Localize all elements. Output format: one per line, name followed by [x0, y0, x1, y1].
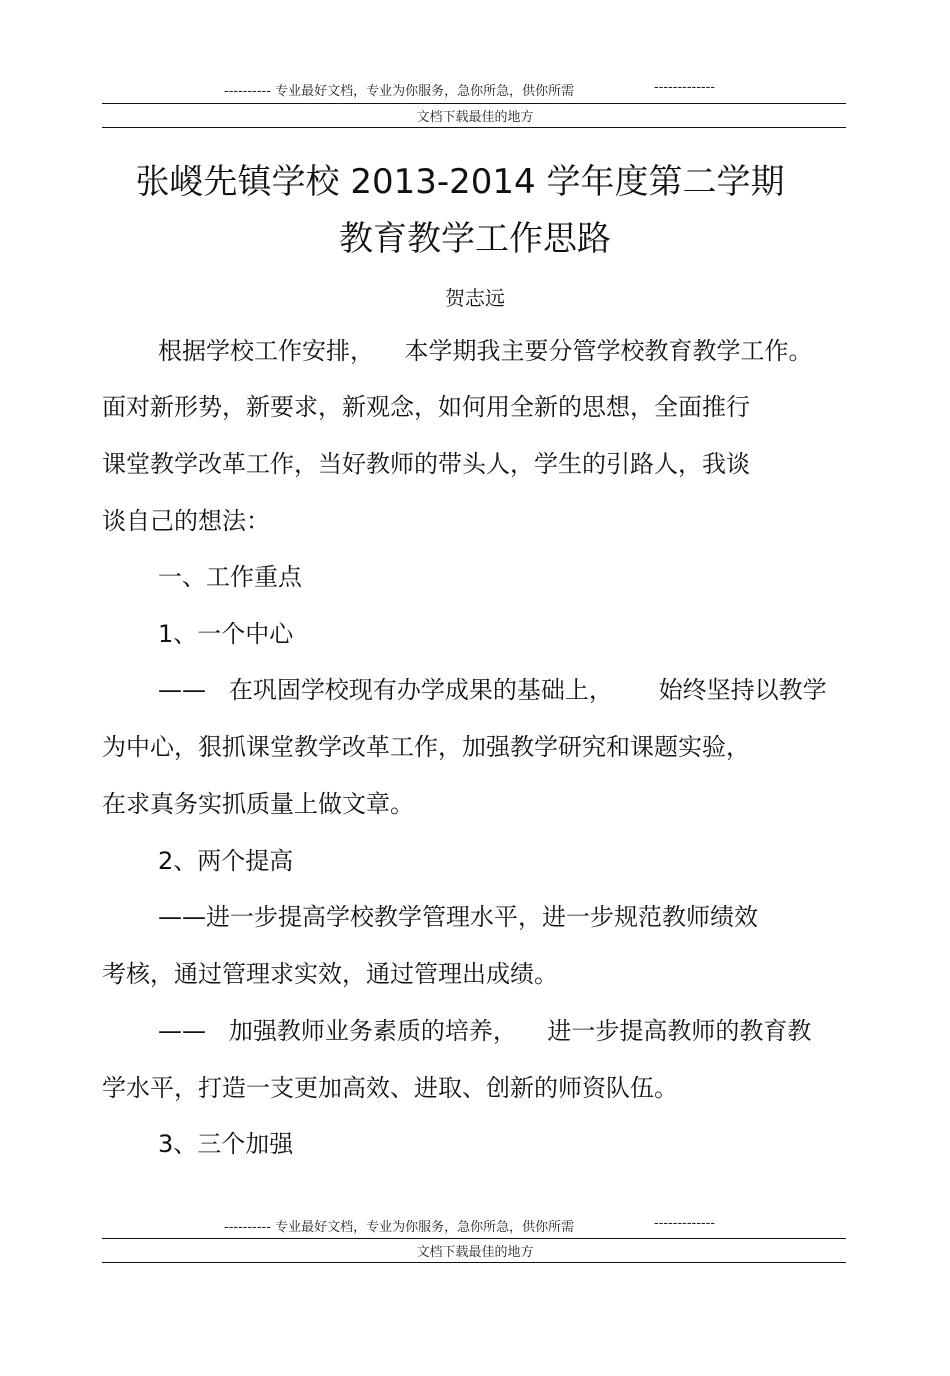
document-title-line1: 张嵕先镇学校 2013-2014 学年度第二学期 [135, 162, 785, 202]
footer-slogan-text: 专业最好文档，专业为你服务，急你所急，供你所需 [275, 1220, 575, 1235]
document-author: 贺志远 [445, 286, 505, 310]
header-rule-top [102, 103, 846, 104]
footer-subtitle: 文档下载最佳的地方 [416, 1245, 534, 1260]
body-line: —— 在巩固学校现有办学成果的基础上， 始终坚持以教学 [158, 676, 827, 704]
body-line: —— 加强教师业务素质的培养， 进一步提高教师的教育教 [158, 1017, 812, 1045]
header-dash-right: ------------- [654, 80, 715, 95]
header-subtitle: 文档下载最佳的地方 [416, 110, 534, 125]
footer-dash-right: ------------- [654, 1216, 715, 1231]
body-line: ——进一步提高学校教学管理水平，进一步规范教师绩效 [158, 903, 758, 931]
body-line: 谈自己的想法： [102, 507, 270, 535]
body-line: 课堂教学改革工作，当好教师的带头人，学生的引路人，我谈 [102, 450, 750, 478]
body-line: 学水平，打造一支更加高效、进取、创新的师资队伍。 [102, 1074, 678, 1102]
body-line: 根据学校工作安排， 本学期我主要分管学校教育教学工作。 [158, 337, 813, 365]
header-slogan [224, 80, 574, 99]
footer-slogan [224, 1216, 574, 1235]
body-line: 考核，通过管理求实效，通过管理出成绩。 [102, 960, 558, 988]
body-line: 在求真务实抓质量上做文章。 [102, 790, 414, 818]
body-line: 为中心，狠抓课堂教学改革工作，加强教学研究和课题实验， [102, 733, 750, 761]
header-rule-bottom [102, 127, 846, 128]
footer-dash-left: ---------- [224, 1220, 271, 1235]
document-title-line2: 教育教学工作思路 [339, 219, 611, 259]
subsection-heading: 3、三个加强 [158, 1130, 294, 1158]
footer-rule-bottom [102, 1262, 846, 1263]
section-heading: 一、工作重点 [158, 563, 302, 591]
subsection-heading: 2、两个提高 [158, 847, 294, 875]
subsection-heading: 1、一个中心 [158, 620, 294, 648]
footer-rule-top [102, 1238, 846, 1239]
body-line: 面对新形势，新要求，新观念，如何用全新的思想，全面推行 [102, 393, 750, 421]
header-slogan-text: 专业最好文档，专业为你服务，急你所急，供你所需 [275, 84, 575, 99]
header-dash-left: ---------- [224, 84, 271, 99]
